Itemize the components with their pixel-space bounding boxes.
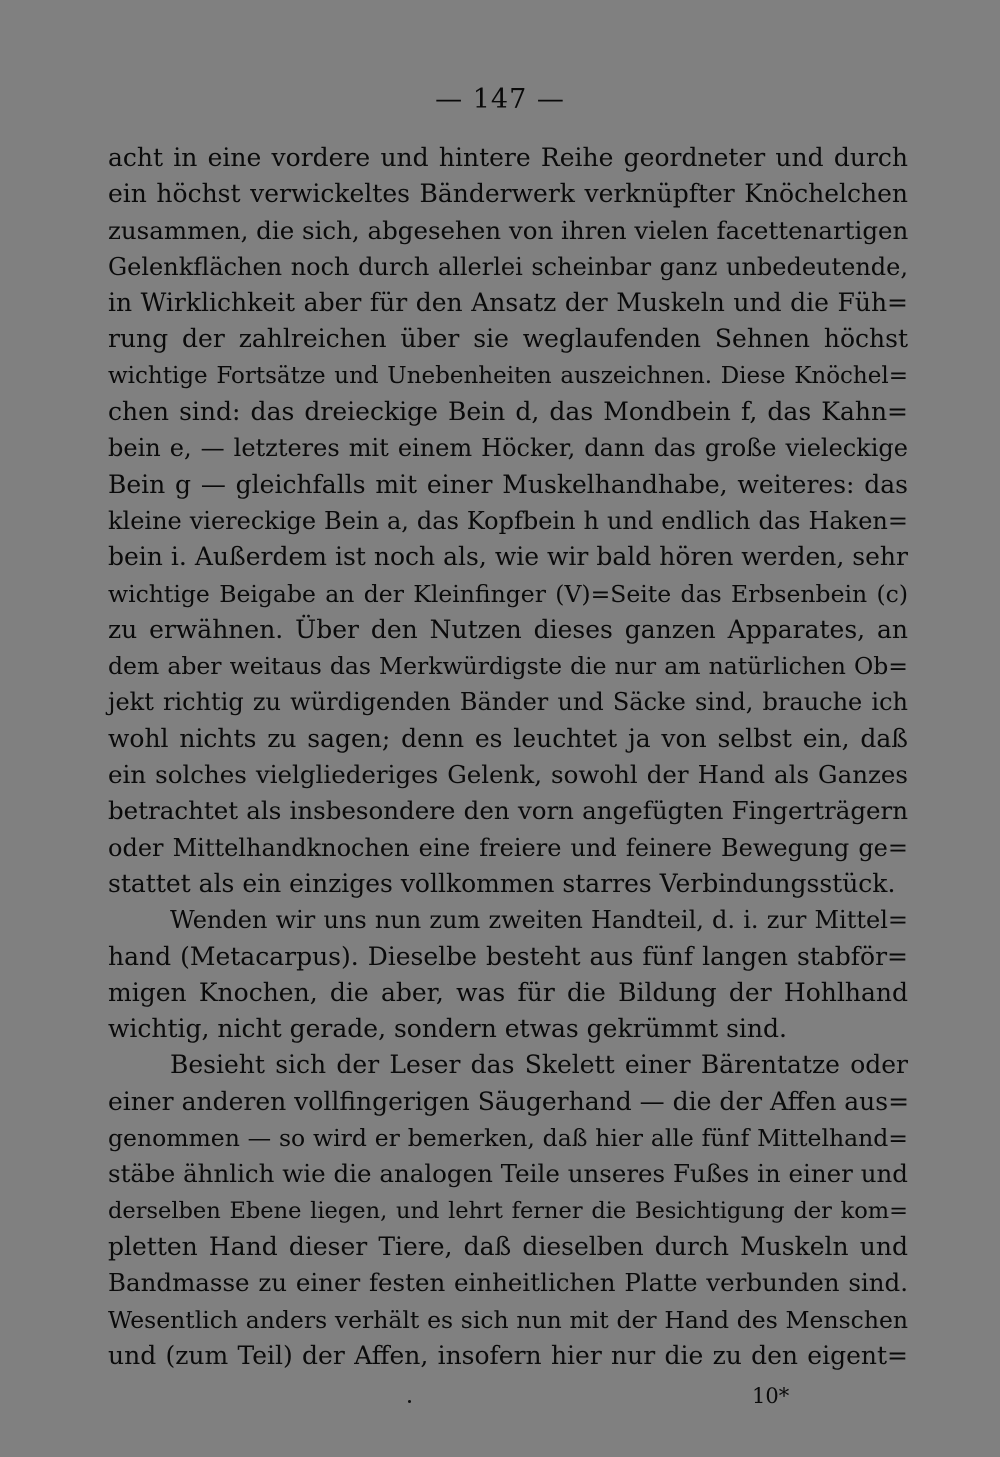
text-line: oder Mittelhandknochen eine freiere und feinere Bewegung ge= <box>108 833 908 862</box>
signature-mark: 10* <box>752 1384 790 1408</box>
text-line: Gelenkflächen noch durch allerlei scheinbar ganz unbedeutende, <box>108 252 908 281</box>
text-line: Bandmasse zu einer festen einheitlichen Platte verbunden sind. <box>108 1268 908 1298</box>
page-header <box>0 84 1000 115</box>
page-number: — 147 — <box>435 84 565 115</box>
text-line-paragraph-start: Wenden wir uns nun zum zweiten Handteil, d. i. zur Mittel= <box>170 906 908 935</box>
text-line: genommen — so wird er bemerken, daß hier alle fünf Mittelhand= <box>108 1124 908 1153</box>
text-line: wohl nichts zu sagen; denn es leuchtet ja von selbst ein, daß <box>108 723 908 753</box>
text-line: dem aber weitaus das Merkwürdigste die nur am natürlichen Ob= <box>108 652 908 681</box>
text-line: bein e, — letzteres mit einem Höcker, dann das große vieleckige <box>108 434 908 463</box>
text-line-paragraph-end: wichtig, nicht gerade, sondern etwas gekrümmt sind. <box>108 1014 787 1044</box>
text-line: jekt richtig zu würdigenden Bänder und Säcke sind, brauche ich <box>108 688 908 717</box>
text-line: zu erwähnen. Über den Nutzen dieses ganzen Apparates, an <box>108 614 908 644</box>
text-line: pletten Hand dieser Tiere, daß dieselben durch Muskeln und <box>108 1231 908 1261</box>
text-line: betrachtet als insbesondere den vorn angefügten Fingerträgern <box>108 796 908 826</box>
text-line: stäbe ähnlich wie die analogen Teile unseres Fußes in einer und <box>108 1159 908 1189</box>
text-line: ein solches vielgliederiges Gelenk, sowohl der Hand als Ganzes <box>108 760 908 790</box>
text-line: migen Knochen, die aber, was für die Bildung der Hohlhand <box>108 977 908 1007</box>
text-line: einer anderen vollfingerigen Säugerhand — die der Affen aus= <box>108 1086 910 1116</box>
text-line: wichtige Fortsätze und Unebenheiten auszeichnen. Diese Knöchel= <box>108 362 908 389</box>
text-line: bein i. Außerdem ist noch als, wie wir bald hören werden, sehr <box>108 542 908 572</box>
text-line: ein höchst verwickeltes Bänderwerk verknüpfter Knöchelchen <box>108 179 908 209</box>
text-line: acht in eine vordere und hintere Reihe geordneter und durch <box>108 143 908 172</box>
text-line: zusammen, die sich, abgesehen von ihren vielen facettenartigen <box>108 215 909 245</box>
text-line: Wesentlich anders verhält es sich nun mit der Hand des Menschen <box>108 1305 908 1334</box>
text-line: rung der zahlreichen über sie weglaufenden Sehnen höchst <box>108 324 908 354</box>
text-line: und (zum Teil) der Affen, insofern hier nur die zu den eigent= <box>108 1340 908 1370</box>
text-line: Bein g — gleichfalls mit einer Muskelhandhabe, weiteres: das <box>108 469 908 499</box>
text-line: kleine viereckige Bein a, das Kopfbein h und endlich das Haken= <box>108 506 908 535</box>
text-line-paragraph-end: stattet als ein einziges vollkommen starres Verbindungsstück. <box>108 868 896 898</box>
text-line: hand (Metacarpus). Dieselbe besteht aus fünf langen stabför= <box>108 941 908 971</box>
text-line: derselben Ebene liegen, und lehrt ferner die Besichtigung der kom= <box>108 1197 908 1224</box>
text-line: chen sind: das dreieckige Bein d, das Mondbein f, das Kahn= <box>108 397 908 427</box>
body-text <box>108 140 908 1374</box>
text-line: in Wirklichkeit aber für den Ansatz der Muskeln und die Füh= <box>108 288 908 318</box>
text-line-paragraph-start: Besieht sich der Leser das Skelett einer Bärentatze oder <box>170 1050 908 1080</box>
print-speck <box>408 1400 411 1403</box>
text-line: wichtige Beigabe an der Kleinfinger (V)=Seite das Erbsenbein (c) <box>108 579 908 608</box>
